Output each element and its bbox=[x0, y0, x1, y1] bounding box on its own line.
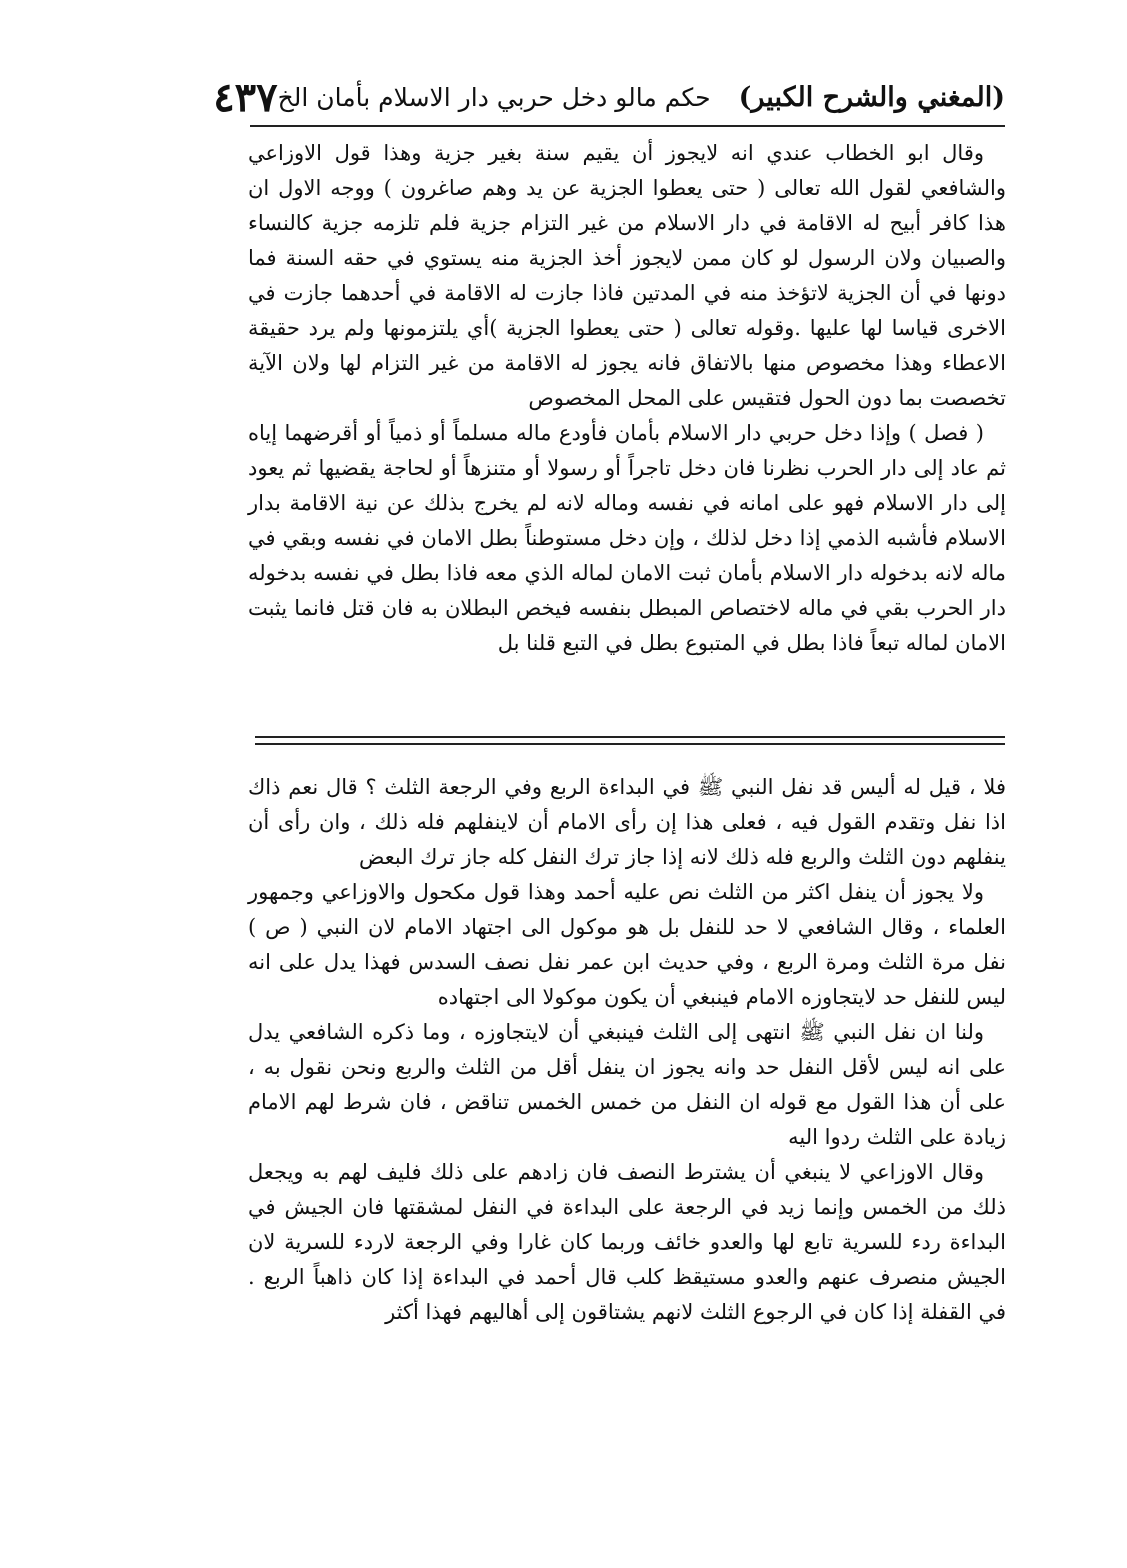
header-topic: حكم مالو دخل حربي دار الاسلام بأمان الخ bbox=[277, 82, 711, 112]
commentary-paragraph: ولا يجوز أن ينفل اكثر من الثلث نص عليه أحمد وهذا قول مكحول والاوزاعي وجمهور العلماء ، وقال الشافعي لا حد للنفل بل هو موكول الى اجتهاد الامام لان النبي ( ص ) نفل مرة الثلث ومرة الربع ، وفي حديث ابن عمر نفل نصف السدس فهذا يدل على انه ليس للنفل حد لايتجاوزه الامام فينبغي أن يكون موكولا الى اجتهاده bbox=[248, 880, 1006, 1009]
commentary-paragraph: ولنا ان نفل النبي ﷺ انتهى إلى الثلث فينبغي أن لايتجاوزه ، وما ذكره الشافعي يدل على انه ليس لأقل النفل حد وانه يجوز ان ينفل أقل من الثلث والربع ونحن نقول به ، على أن هذا القول مع قوله ان النفل من خمس الخمس تناقض ، فان شرط لهم الامام زيادة على الثلث ردوا اليه bbox=[248, 1020, 1006, 1149]
main-paragraph: وقال ابو الخطاب عندي انه لايجوز أن يقيم سنة بغير جزية وهذا قول الاوزاعي والشافعي لقول الله تعالى ( حتى يعطوا الجزية عن يد وهم صاغرون ) ووجه الاول ان هذا كافر أبيح له الاقامة في دار الاسلام من غير التزام جزية فلم تلزمه جزية كالنساء والصبيان ولان الرسول لو كان ممن لايجوز أخذ الجزية منه يستوي في حقه السنة فما دونها في أن الجزية لاتؤخذ منه في المدتين فاذا جازت له الاقامة في أحدهما جازت في الاخرى قياسا لها عليها .وقوله تعالى ( حتى يعطوا الجزية )أي يلتزمونها ولم يرد حقيقة الاعطاء وهذا مخصوص منها بالاتفاق فانه يجوز له الاقامة من غير التزام لها ولان الآية تخصصت بما دون الحول فتقيس على المحل المخصوص bbox=[248, 141, 1006, 410]
commentary-paragraph: وقال الاوزاعي لا ينبغي أن يشترط النصف فان زادهم على ذلك فليف لهم به ويجعل ذلك من الخمس وإنما زيد في الرجعة على البداءة في النفل لمشقتها فان الجيش في البداءة ردء للسرية تابع لها والعدو خائف وربما كان غارا وفي الرجعة لاردء للسرية لان الجيش منصرف عنهم والعدو مستيقظ كلب قال أحمد في البداءة إذا كان ذاهباً الربع . في القفلة إذا كان في الرجوع الثلث لانهم يشتاقون إلى أهاليهم فهذا أكثر bbox=[248, 1160, 1006, 1324]
commentary-text bbox=[248, 770, 1006, 1330]
main-text bbox=[248, 136, 1006, 661]
header-rule bbox=[250, 125, 1005, 127]
section-divider bbox=[255, 736, 1005, 745]
main-paragraph: ( فصل ) وإذا دخل حربي دار الاسلام بأمان فأودع ماله مسلماً أو ذمياً أو أقرضهما إياه ثم عاد إلى دار الحرب نظرنا فان دخل تاجراً أو رسولا أو متنزهاً أو لحاجة يقضيها ثم يعود إلى دار الاسلام فهو على امانه في نفسه وماله لانه لم يخرج بذلك عن نية الاقامة بدار الاسلام فأشبه الذمي إذا دخل لذلك ، وإن دخل مستوطناً بطل الامان في نفسه وبقي في ماله لانه بدخوله دار الاسلام بأمان ثبت الامان لماله الذي معه فاذا بطل في نفسه بدخوله دار الحرب بقي في ماله لاختصاص المبطل بنفسه فيخص البطلان به فان قتل فانما يثبت الامان لماله تبعاً فاذا بطل في المتبوع بطل في التبع قلنا بل bbox=[248, 421, 1006, 655]
page-number: ٤٣٧ bbox=[213, 73, 278, 121]
commentary-paragraph: فلا ، قيل له أليس قد نفل النبي ﷺ في البداءة الربع وفي الرجعة الثلث ؟ قال نعم ذاك اذا نفل وتقدم القول فيه ، فعلى هذا إن رأى الامام أن لاينفلهم فله ذلك ، وان رأى أن ينفلهم دون الثلث والربع فله ذلك لانه إذا جاز ترك النفل كله جاز ترك البعض bbox=[248, 775, 1006, 869]
running-header bbox=[213, 72, 1005, 122]
header-book-title: (المغني والشرح الكبير) bbox=[738, 81, 1005, 113]
